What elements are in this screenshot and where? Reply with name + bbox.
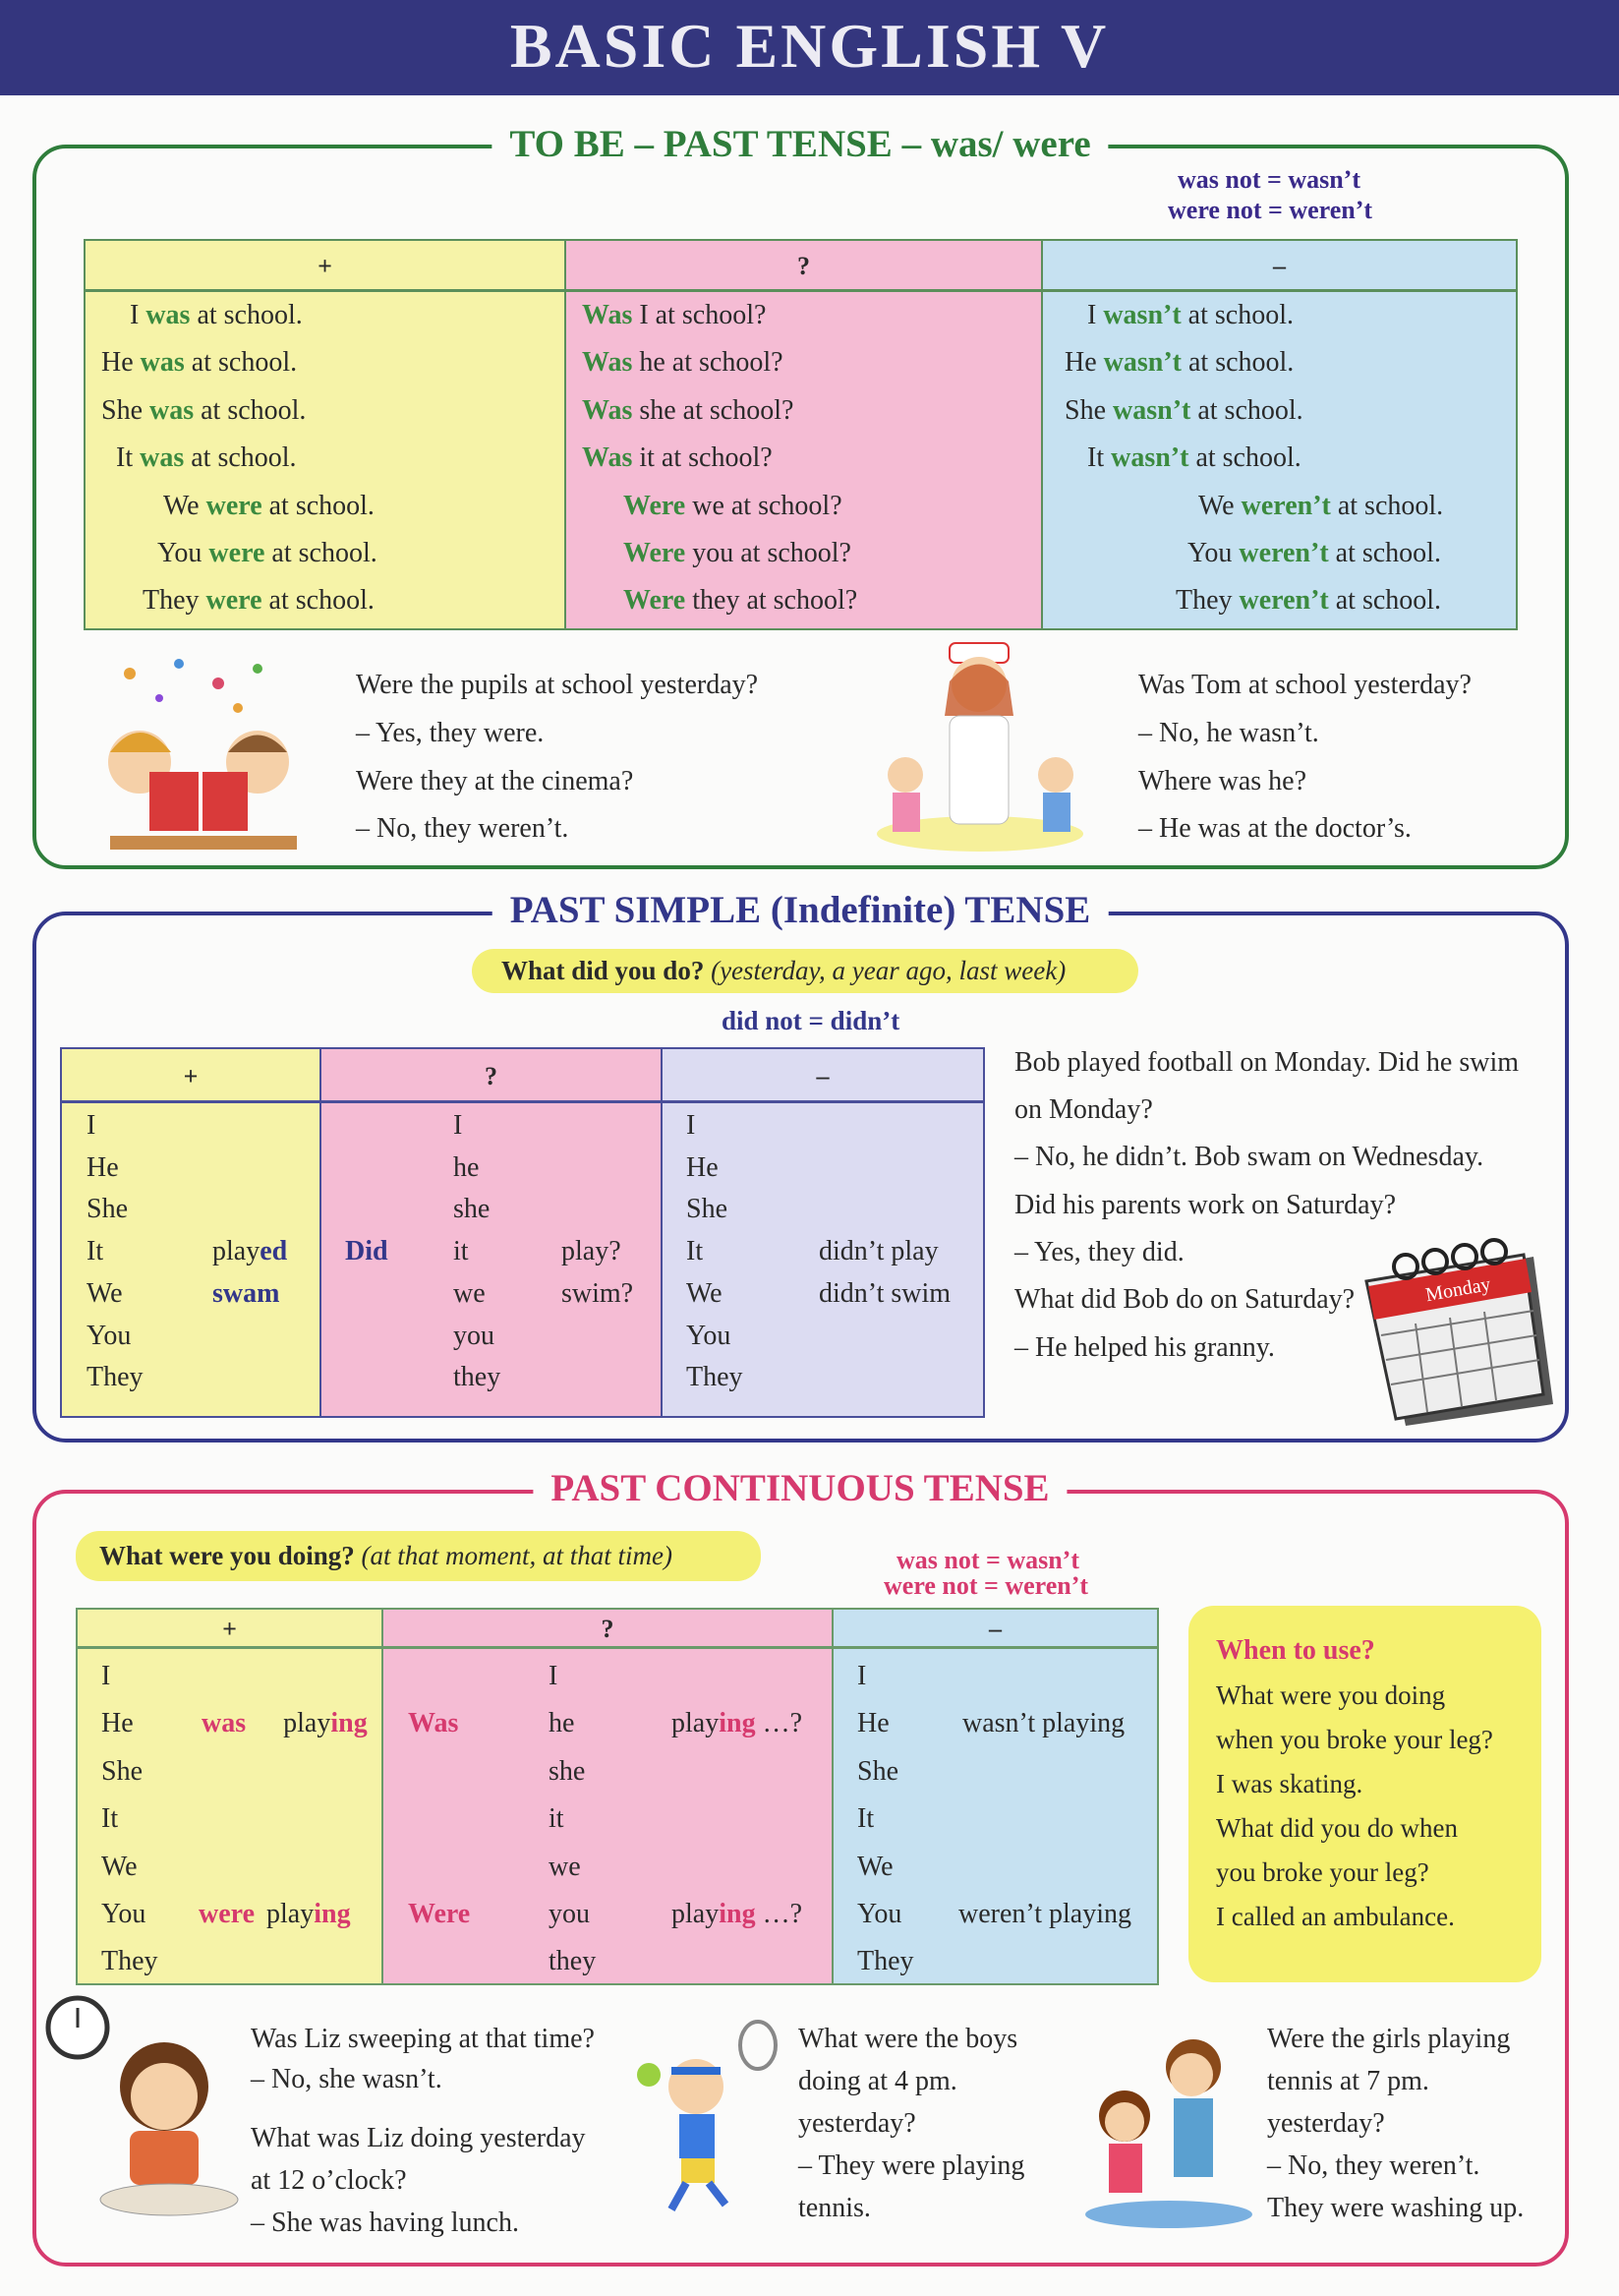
- verb: was: [140, 442, 185, 474]
- dialog-line: – No, he wasn’t.: [1138, 718, 1319, 748]
- pronoun: I: [453, 1110, 463, 1141]
- column-positive: [86, 241, 564, 628]
- dialog-line: – Yes, they did.: [1014, 1237, 1185, 1267]
- past-continuous-question-pill: [76, 1531, 761, 1581]
- verb-ending: ing: [314, 1899, 351, 1929]
- pronoun: We: [857, 1851, 894, 1882]
- verb: weren’t: [1239, 538, 1329, 568]
- rest: at school.: [1187, 300, 1294, 330]
- sentence-row: [582, 347, 783, 379]
- rest: at school.: [1335, 538, 1441, 568]
- verb: Was: [582, 394, 633, 426]
- pronoun: It: [101, 1803, 119, 1835]
- dialog-line: – They were playing: [798, 2150, 1025, 2181]
- column-question: [564, 241, 1041, 628]
- verb-stem: play: [671, 1899, 720, 1929]
- question-auxiliary: Was: [408, 1708, 459, 1739]
- pronoun: It: [87, 1236, 104, 1267]
- pronoun: it: [549, 1803, 564, 1835]
- verb: Were: [623, 585, 686, 617]
- question-auxiliary: Were: [408, 1899, 471, 1929]
- dialog-line: Were the girls playing: [1267, 2024, 1511, 2054]
- sentence-row: [582, 442, 773, 474]
- pronoun: I: [686, 1110, 696, 1141]
- dialog-line: Was Tom at school yesterday?: [1138, 670, 1472, 700]
- question-verb: [671, 1708, 802, 1739]
- verb: Were: [623, 538, 686, 568]
- rest: at school.: [268, 490, 375, 521]
- verb: weren’t: [1239, 585, 1329, 617]
- rest: at school.: [1195, 442, 1301, 474]
- sentence-row: [163, 491, 375, 522]
- rest: at school.: [201, 394, 307, 426]
- verb: Was: [582, 347, 633, 379]
- dialog-line: Were the pupils at school yesterday?: [356, 670, 759, 700]
- dialog-line: Was Liz sweeping at that time?: [251, 2024, 595, 2054]
- past-simple-table: [60, 1047, 985, 1418]
- column-header: ?: [383, 1610, 832, 1649]
- rest: it at school?: [639, 442, 773, 474]
- pronoun: they: [549, 1946, 597, 1977]
- verb-stem: play: [283, 1708, 331, 1739]
- pronoun: They: [87, 1362, 144, 1393]
- pronoun: You: [101, 1899, 146, 1929]
- dialog-line: yesterday?: [798, 2108, 916, 2139]
- auxiliary: was: [202, 1708, 247, 1739]
- dialog-line: Bob played football on Monday. Did he swim: [1014, 1047, 1520, 1078]
- verb: was: [145, 300, 191, 330]
- dialog-line: Did his parents work on Saturday?: [1014, 1190, 1397, 1220]
- verb-ending: ing: [719, 1899, 756, 1929]
- dialog-line: What did you do when: [1216, 1813, 1458, 1843]
- verb: wasn’t: [1113, 394, 1191, 426]
- when-to-use-box: [1188, 1606, 1541, 1982]
- question-verb: play?: [561, 1236, 621, 1267]
- dialog-line: you broke your leg?: [1216, 1857, 1429, 1887]
- dialog-line: What were you doing: [1216, 1680, 1446, 1710]
- subject: We: [163, 490, 200, 521]
- when-to-use-title: When to use?: [1216, 1635, 1375, 1666]
- pronoun: she: [549, 1755, 586, 1787]
- verb-ending: swam: [212, 1277, 280, 1309]
- pronoun: She: [686, 1194, 727, 1225]
- column-header: –: [663, 1049, 983, 1103]
- pronoun: I: [101, 1661, 111, 1691]
- rest: he at school?: [639, 347, 783, 379]
- dialog-line: What did Bob do on Saturday?: [1014, 1284, 1356, 1315]
- subject: I: [1087, 300, 1097, 330]
- pronoun: you: [453, 1320, 494, 1351]
- pronoun: I: [857, 1661, 867, 1691]
- sentence-row: [143, 585, 375, 617]
- dialog-line: – No, he didn’t. Bob swam on Wednesday.: [1014, 1142, 1484, 1172]
- negative-verb: didn’t play: [819, 1236, 939, 1267]
- verb-ending: ed: [260, 1236, 288, 1267]
- subject: They: [143, 585, 200, 617]
- question-bold: What were you doing?: [99, 1541, 355, 1570]
- sentence-row: [1065, 395, 1303, 427]
- dialog-line: – She was having lunch.: [251, 2208, 519, 2238]
- dialog-line: at 12 o’clock?: [251, 2165, 407, 2196]
- column-negative: [832, 1610, 1157, 1983]
- dialog-line: doing at 4 pm.: [798, 2066, 957, 2096]
- column-negative: [661, 1049, 983, 1416]
- sentence-row: [1187, 538, 1441, 569]
- dialog-line: I was skating.: [1216, 1769, 1363, 1798]
- pronoun: we: [453, 1277, 486, 1309]
- verb: was: [149, 394, 195, 426]
- nurse-with-children-illustration: [871, 637, 1090, 853]
- rest: I at school?: [639, 300, 767, 330]
- subject: You: [1187, 538, 1233, 568]
- verb-tail: …?: [755, 1899, 803, 1929]
- sentence-row: [582, 395, 793, 427]
- sentence-row: [623, 491, 842, 522]
- pronoun: you: [549, 1899, 590, 1929]
- girl-eating-illustration: [90, 2028, 242, 2224]
- sentence-row: [101, 395, 306, 427]
- pronoun: It: [686, 1236, 704, 1267]
- pronoun: he: [453, 1151, 480, 1183]
- dialog-line: What were the boys: [798, 2024, 1018, 2054]
- dialog-line: Where was he?: [1138, 766, 1307, 796]
- column-question: [381, 1610, 832, 1983]
- pronoun: I: [87, 1110, 96, 1141]
- pronoun: he: [549, 1708, 575, 1739]
- verb-ending: ing: [330, 1708, 368, 1739]
- pronoun: We: [686, 1277, 723, 1309]
- section-title-past-simple: PAST SIMPLE (Indefinite) TENSE: [492, 888, 1109, 932]
- column-header: +: [78, 1610, 381, 1649]
- verb: wasn’t: [1111, 442, 1189, 474]
- subject: They: [1176, 585, 1233, 617]
- sentence-row: [1176, 585, 1441, 617]
- sentence-row: [101, 347, 297, 379]
- pronoun: He: [686, 1151, 719, 1183]
- question-italic: (at that moment, at that time): [361, 1541, 672, 1570]
- did-auxiliary: Did: [345, 1236, 388, 1267]
- verb: wasn’t: [1103, 300, 1182, 330]
- dialog-line: I called an ambulance.: [1216, 1902, 1455, 1931]
- positive-verb: [212, 1236, 287, 1267]
- dialog-line: when you broke your leg?: [1216, 1725, 1493, 1754]
- pronoun: They: [686, 1362, 743, 1393]
- pronoun: You: [686, 1320, 731, 1351]
- contraction-were: were not = weren’t: [884, 1571, 1089, 1600]
- subject: She: [101, 394, 143, 426]
- dialog-line: – He was at the doctor’s.: [1138, 813, 1412, 844]
- pronoun: She: [857, 1755, 898, 1787]
- pronoun: She: [87, 1194, 128, 1225]
- question-verb: [671, 1899, 802, 1930]
- question-italic: (yesterday, a year ago, last week): [711, 956, 1067, 985]
- past-simple-question-pill: [472, 949, 1138, 993]
- pronoun: They: [857, 1946, 914, 1977]
- verb-stem: play: [671, 1708, 720, 1739]
- pronoun: they: [453, 1362, 501, 1393]
- contraction-was: was not = wasn’t: [1178, 165, 1360, 194]
- section-title-to-be: TO BE – PAST TENSE – was/ were: [491, 122, 1108, 166]
- header-banner: [0, 0, 1619, 95]
- column-positive: [62, 1049, 319, 1416]
- pronoun: it: [453, 1236, 469, 1267]
- contraction-didnt: did not = didn’t: [722, 1006, 900, 1035]
- column-question: [319, 1049, 661, 1416]
- subject: She: [1065, 394, 1106, 426]
- sentence-row: [1087, 300, 1294, 331]
- rest: at school.: [1337, 490, 1444, 521]
- verb: Was: [582, 442, 633, 474]
- to-be-table: [84, 239, 1518, 630]
- question-verb: swim?: [561, 1277, 634, 1309]
- verb: Were: [623, 490, 686, 521]
- dialog-line: – No, they weren’t.: [1267, 2150, 1480, 2181]
- subject: We: [1198, 490, 1235, 521]
- negative-verb: weren’t playing: [958, 1899, 1131, 1929]
- rest: at school.: [268, 585, 375, 617]
- subject: It: [116, 442, 134, 474]
- sentence-row: [157, 538, 377, 569]
- rest: at school.: [191, 347, 298, 379]
- rest: we at school?: [692, 490, 842, 521]
- pronoun: she: [453, 1194, 491, 1225]
- sentence-row: [130, 300, 303, 331]
- positive-verb: [212, 1278, 279, 1310]
- pronoun: He: [101, 1708, 134, 1739]
- column-header: ?: [566, 241, 1041, 292]
- dialog-line: – He helped his granny.: [1014, 1332, 1275, 1363]
- pronoun: We: [101, 1851, 138, 1882]
- girls-washing-up-illustration: [1075, 2028, 1258, 2233]
- page-title: BASIC ENGLISH V: [509, 11, 1110, 81]
- subject: It: [1087, 442, 1105, 474]
- positive-form: [199, 1899, 351, 1930]
- contraction-were: were not = weren’t: [1168, 196, 1373, 224]
- calendar-day-label: Monday: [1423, 1273, 1493, 1307]
- pronoun: He: [87, 1151, 119, 1183]
- column-positive: [78, 1610, 381, 1983]
- verb-ending: ing: [719, 1708, 756, 1739]
- auxiliary: were: [199, 1899, 255, 1929]
- rest: at school.: [271, 538, 377, 568]
- dialog-line: They were washing up.: [1267, 2193, 1525, 2223]
- dialog-line: on Monday?: [1014, 1094, 1153, 1125]
- past-continuous-table: [76, 1608, 1159, 1985]
- rest: she at school?: [639, 394, 794, 426]
- column-header: +: [86, 241, 564, 292]
- sentence-row: [623, 538, 851, 569]
- subject: I: [130, 300, 140, 330]
- rest: you at school?: [692, 538, 851, 568]
- column-header: –: [1043, 241, 1516, 292]
- section-title-past-continuous: PAST CONTINUOUS TENSE: [533, 1466, 1067, 1510]
- verb: Was: [582, 300, 633, 330]
- tennis-boy-illustration: [632, 2018, 790, 2218]
- pronoun: They: [101, 1946, 158, 1977]
- rest: at school.: [1335, 585, 1442, 617]
- sentence-row: [116, 442, 297, 474]
- verb: wasn’t: [1103, 347, 1182, 379]
- pronoun: It: [857, 1803, 875, 1835]
- pronoun: I: [549, 1661, 558, 1691]
- sentence-row: [1087, 442, 1301, 474]
- column-header: –: [834, 1610, 1157, 1649]
- sentence-row: [582, 300, 766, 331]
- dialog-line: – No, she wasn’t.: [251, 2064, 442, 2094]
- positive-form: [202, 1708, 368, 1739]
- pronoun: You: [857, 1899, 902, 1929]
- question-bold: What did you do?: [501, 956, 705, 985]
- sentence-row: [1065, 347, 1294, 379]
- dialog-line: – No, they weren’t.: [356, 813, 569, 844]
- rest: at school.: [1188, 347, 1295, 379]
- dialog-line: Were they at the cinema?: [356, 766, 634, 796]
- rest: they at school?: [692, 585, 858, 617]
- verb: weren’t: [1241, 490, 1331, 521]
- verb-tail: …?: [755, 1708, 803, 1739]
- dialog-line: yesterday?: [1267, 2108, 1385, 2139]
- kids-reading-illustration: [90, 644, 311, 856]
- dialog-line: tennis.: [798, 2193, 871, 2223]
- pronoun: She: [101, 1755, 143, 1787]
- column-header: +: [62, 1049, 319, 1103]
- pronoun: You: [87, 1320, 132, 1351]
- subject: He: [101, 347, 134, 379]
- negative-verb: wasn’t playing: [962, 1708, 1126, 1739]
- sentence-row: [623, 585, 857, 617]
- verb: were: [208, 538, 265, 568]
- calendar-illustration: [1347, 1237, 1559, 1428]
- verb-stem: play: [266, 1899, 315, 1929]
- rest: at school.: [1197, 394, 1303, 426]
- verb: were: [205, 490, 262, 521]
- verb: were: [205, 585, 262, 617]
- column-negative: [1041, 241, 1516, 628]
- rest: at school.: [191, 442, 297, 474]
- verb: was: [140, 347, 185, 379]
- dialog-line: tennis at 7 pm.: [1267, 2066, 1429, 2096]
- contraction-was: was not = wasn’t: [896, 1546, 1079, 1574]
- negative-verb: didn’t swim: [819, 1277, 952, 1309]
- rest: at school.: [197, 300, 303, 330]
- pronoun: We: [87, 1277, 123, 1309]
- column-header: ?: [321, 1049, 661, 1103]
- pronoun: He: [857, 1708, 890, 1739]
- dialog-line: What was Liz doing yesterday: [251, 2123, 586, 2153]
- subject: He: [1065, 347, 1097, 379]
- pronoun: we: [549, 1851, 581, 1882]
- sentence-row: [1198, 491, 1443, 522]
- subject: You: [157, 538, 202, 568]
- verb-stem: play: [212, 1236, 260, 1267]
- dialog-line: – Yes, they were.: [356, 718, 545, 748]
